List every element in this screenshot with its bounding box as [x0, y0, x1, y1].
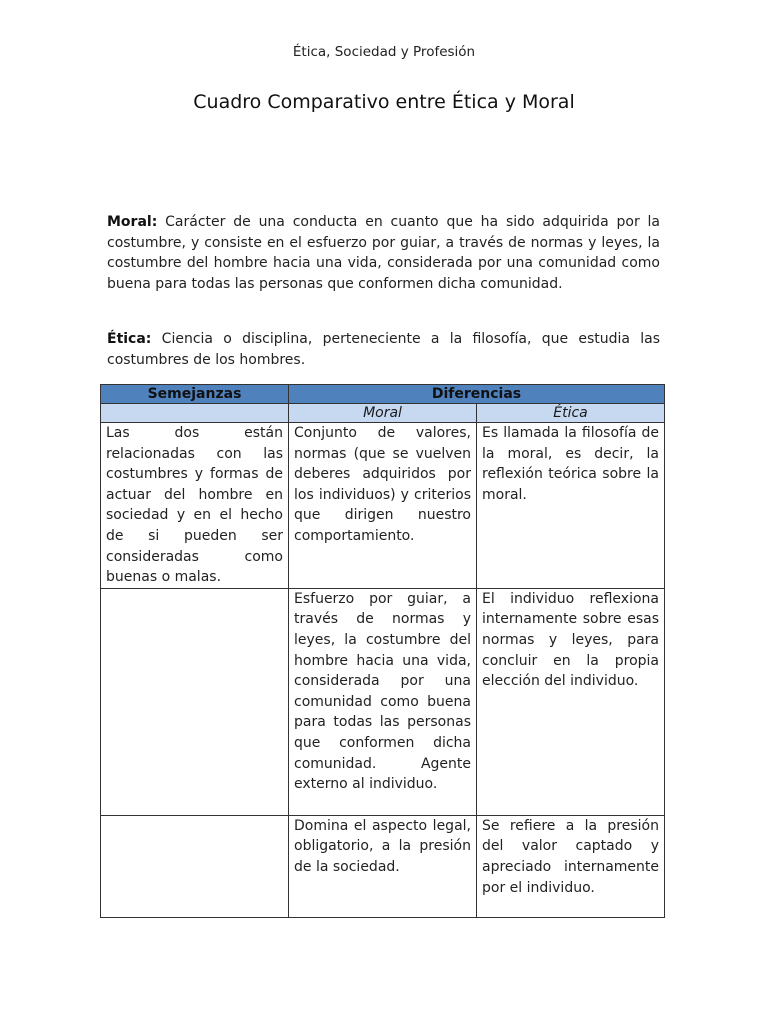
definition-text-moral: Carácter de una conducta en cuanto que ha sido adquirida por la costumbre, y consiste en el esfuerzo por guiar, a través de normas y leyes, la costumbre del hombre hacia una vida, considerada por una comunidad como buena para todas las personas que conformen dicha comunidad.	[107, 214, 660, 292]
header-diferencias: Diferencias	[289, 385, 665, 404]
running-header: Ética, Sociedad y Profesión	[292, 44, 476, 60]
definition-term-moral: Moral:	[107, 214, 158, 230]
document-title: Cuadro Comparativo entre Ética y Moral	[193, 91, 575, 113]
cell-etica: Es llamada la filosofía de la moral, es decir, la reflexión teórica sobre la moral.	[477, 423, 665, 589]
table-row	[101, 588, 665, 815]
definition-moral	[107, 212, 660, 294]
comparison-table	[100, 384, 665, 918]
header-semejanzas: Semejanzas	[101, 385, 289, 404]
table-subheader-row	[101, 404, 665, 423]
cell-moral: Esfuerzo por guiar, a través de normas y leyes, la costumbre del hombre hacia una vida, considerada por una comunidad como buena para todas las personas que conformen dicha comunidad. Agente externo al individuo.	[289, 588, 477, 815]
cell-etica: Se refiere a la presión del valor captado y apreciado internamente por el individuo.	[477, 815, 665, 917]
definition-text-etica: Ciencia o disciplina, perteneciente a la filosofía, que estudia las costumbres de los hombres.	[107, 331, 660, 368]
cell-semejanzas	[101, 815, 289, 917]
table-header-row	[101, 385, 665, 404]
subheader-empty	[101, 404, 289, 423]
cell-semejanzas: Las dos están relacionadas con las costumbres y formas de actuar del hombre en sociedad y en el hecho de si pueden ser consideradas como buenas o malas.	[101, 423, 289, 589]
definition-term-etica: Ética:	[107, 331, 152, 347]
definition-etica	[107, 329, 660, 370]
cell-moral: Domina el aspecto legal, obligatorio, a la presión de la sociedad.	[289, 815, 477, 917]
cell-moral: Conjunto de valores, normas (que se vuelven deberes adquiridos por los individuos) y criterios que dirigen nuestro comportamiento.	[289, 423, 477, 589]
table-row	[101, 423, 665, 589]
subheader-etica: Ética	[477, 404, 665, 423]
cell-etica: El individuo reflexiona internamente sobre esas normas y leyes, para concluir en la propia elección del individuo.	[477, 588, 665, 815]
cell-semejanzas	[101, 588, 289, 815]
subheader-moral: Moral	[289, 404, 477, 423]
table-row	[101, 815, 665, 917]
